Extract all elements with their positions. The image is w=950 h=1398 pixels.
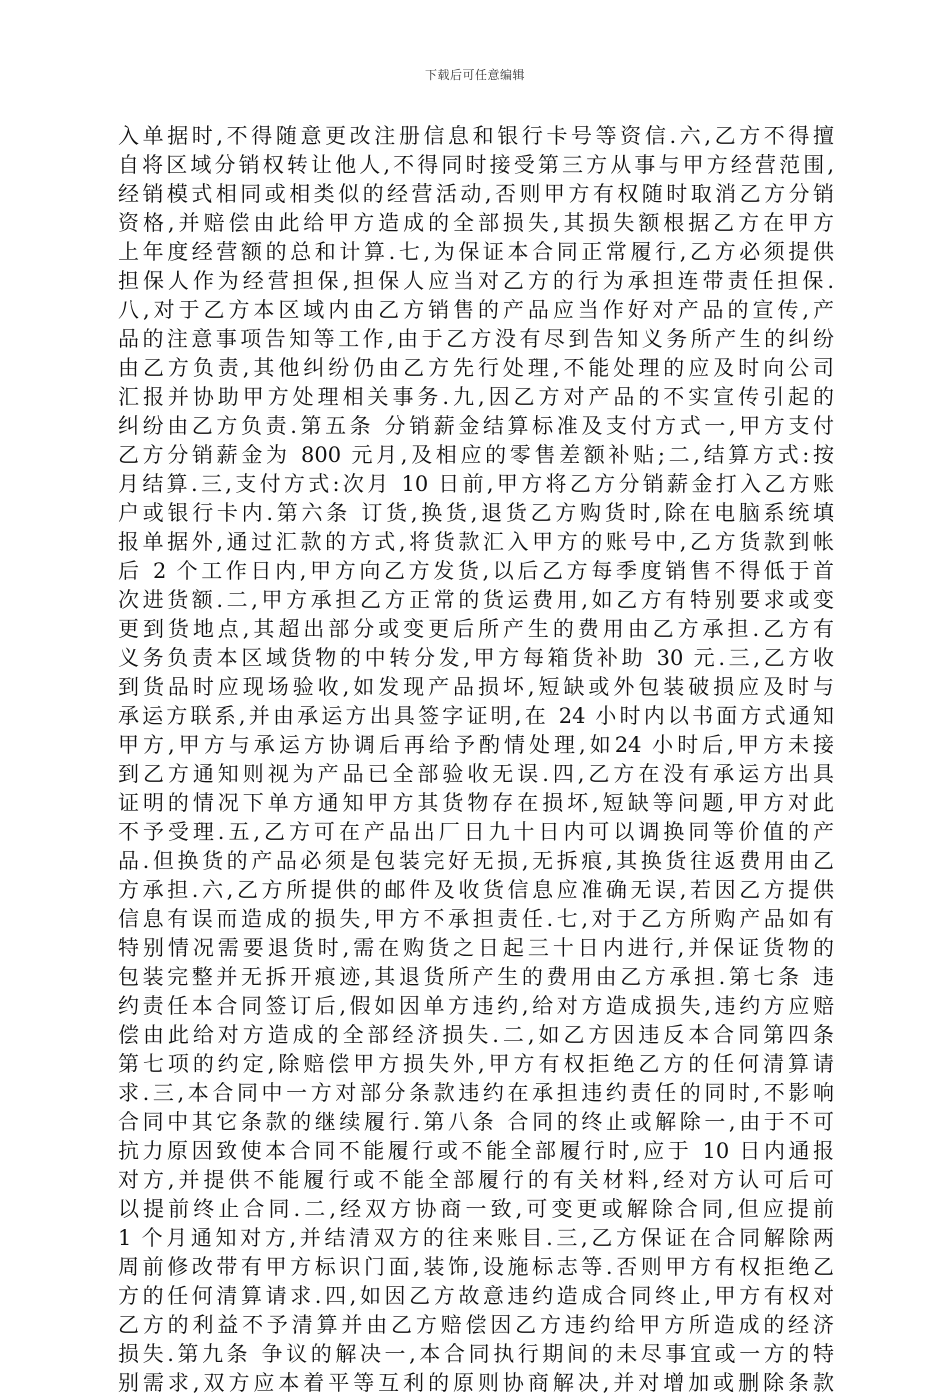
body-line: 纠纷由乙方负责.第五条 分销薪金结算标准及支付方式一,甲方支付	[118, 414, 834, 438]
contract-body-text	[118, 122, 834, 1398]
body-line: 品的注意事项告知等工作,由于乙方没有尽到告知义务所产生的纠纷	[118, 327, 834, 351]
body-line: 后 2 个工作日内,甲方向乙方发货,以后乙方每季度销售不得低于首	[118, 559, 834, 583]
body-line: 到乙方通知则视为产品已全部验收无误.四,乙方在没有承运方出具	[118, 762, 834, 786]
body-line: 抗力原因致使本合同不能履行或不能全部履行时,应于 10 日内通报	[118, 1139, 834, 1163]
body-line: 义务负责本区域货物的中转分发,甲方每箱货补助 30 元.三,乙方收	[118, 646, 834, 670]
body-line: 合同中其它条款的继续履行.第八条 合同的终止或解除一,由于不可	[118, 1110, 834, 1134]
body-line: 对方,并提供不能履行或不能全部履行的有关材料,经对方认可后可	[118, 1168, 834, 1192]
body-line: 以提前终止合同.二,经双方协商一致,可变更或解除合同,但应提前	[118, 1197, 834, 1221]
body-line: 上年度经营额的总和计算.七,为保证本合同正常履行,乙方必须提供	[118, 240, 834, 264]
body-line: 第七项的约定,除赔偿甲方损失外,甲方有权拒绝乙方的任何清算请	[118, 1052, 834, 1076]
body-line: 户或银行卡内.第六条 订货,换货,退货乙方购货时,除在电脑系统填	[118, 501, 834, 525]
body-line: 包装完整并无拆开痕迹,其退货所产生的费用由乙方承担.第七条 违	[118, 965, 834, 989]
body-line: 别需求,双方应本着平等互利的原则协商解决,并对增加或删除条款	[118, 1371, 834, 1395]
body-line: 月结算.三,支付方式:次月 10 日前,甲方将乙方分销薪金打入乙方账	[118, 472, 834, 496]
body-line: 方承担.六,乙方所提供的邮件及收货信息应准确无误,若因乙方提供	[118, 878, 834, 902]
body-line: 承运方联系,并由承运方出具签字证明,在 24 小时内以书面方式通知	[118, 704, 834, 728]
body-line: 信息有误而造成的损失,甲方不承担责任.七,对于乙方所购产品如有	[118, 907, 834, 931]
body-line: 次进货额.二,甲方承担乙方正常的货运费用,如乙方有特别要求或变	[118, 588, 834, 612]
body-line: 担保人作为经营担保,担保人应当对乙方的行为承担连带责任担保.	[118, 269, 834, 293]
body-line: 自将区域分销权转让他人,不得同时接受第三方从事与甲方经营范围,	[118, 153, 834, 177]
body-line: 由乙方负责,其他纠纷仍由乙方先行处理,不能处理的应及时向公司	[118, 356, 834, 380]
body-line: 约责任本合同签订后,假如因单方违约,给对方造成损失,违约方应赔	[118, 994, 834, 1018]
body-line: 更到货地点,其超出部分或变更后所产生的费用由乙方承担.乙方有	[118, 617, 834, 641]
body-line: 到货品时应现场验收,如发现产品损坏,短缺或外包装破损应及时与	[118, 675, 834, 699]
body-line: 求.三,本合同中一方对部分条款违约在承担违约责任的同时,不影响	[118, 1081, 834, 1105]
body-line: 周前修改带有甲方标识门面,装饰,设施标志等.否则甲方有权拒绝乙	[118, 1255, 834, 1279]
body-line: 入单据时,不得随意更改注册信息和银行卡号等资信.六,乙方不得擅	[118, 124, 834, 148]
page-header: 下载后可任意编辑	[424, 68, 525, 82]
body-line: 资格,并赔偿由此给甲方造成的全部损失,其损失额根据乙方在甲方	[118, 211, 834, 235]
body-line: 偿由此给对方造成的全部经济损失.二,如乙方因违反本合同第四条	[118, 1023, 834, 1047]
body-line: 乙方分销薪金为 800 元月,及相应的零售差额补贴;二,结算方式:按	[118, 443, 834, 467]
body-line: 品.但换货的产品必须是包装完好无损,无拆痕,其换货往返费用由乙	[118, 849, 834, 873]
body-line: 八,对于乙方本区域内由乙方销售的产品应当作好对产品的宣传,产	[118, 298, 834, 322]
body-line: 报单据外,通过汇款的方式,将货款汇入甲方的账号中,乙方货款到帐	[118, 530, 834, 554]
body-line: 方的任何清算请求.四,如因乙方故意违约造成合同终止,甲方有权对	[118, 1284, 834, 1308]
body-line: 特别情况需要退货时,需在购货之日起三十日内进行,并保证货物的	[118, 936, 834, 960]
body-line: 损失.第九条 争议的解决一,本合同执行期间的未尽事宜或一方的特	[118, 1342, 834, 1366]
body-line: 证明的情况下单方通知甲方其货物存在损坏,短缺等问题,甲方对此	[118, 791, 834, 815]
body-line: 甲方,甲方与承运方协调后再给予酌情处理,如24 小时后,甲方未接	[118, 733, 834, 757]
body-line: 不予受理.五,乙方可在产品出厂日九十日内可以调换同等价值的产	[118, 820, 834, 844]
body-line: 1 个月通知对方,并结清双方的往来账目.三,乙方保证在合同解除两	[118, 1226, 834, 1250]
body-line: 乙方的利益不予清算并由乙方赔偿因乙方违约给甲方所造成的经济	[118, 1313, 834, 1337]
body-line: 经销模式相同或相类似的经营活动,否则甲方有权随时取消乙方分销	[118, 182, 834, 206]
body-line: 汇报并协助甲方处理相关事务.九,因乙方对产品的不实宣传引起的	[118, 385, 834, 409]
